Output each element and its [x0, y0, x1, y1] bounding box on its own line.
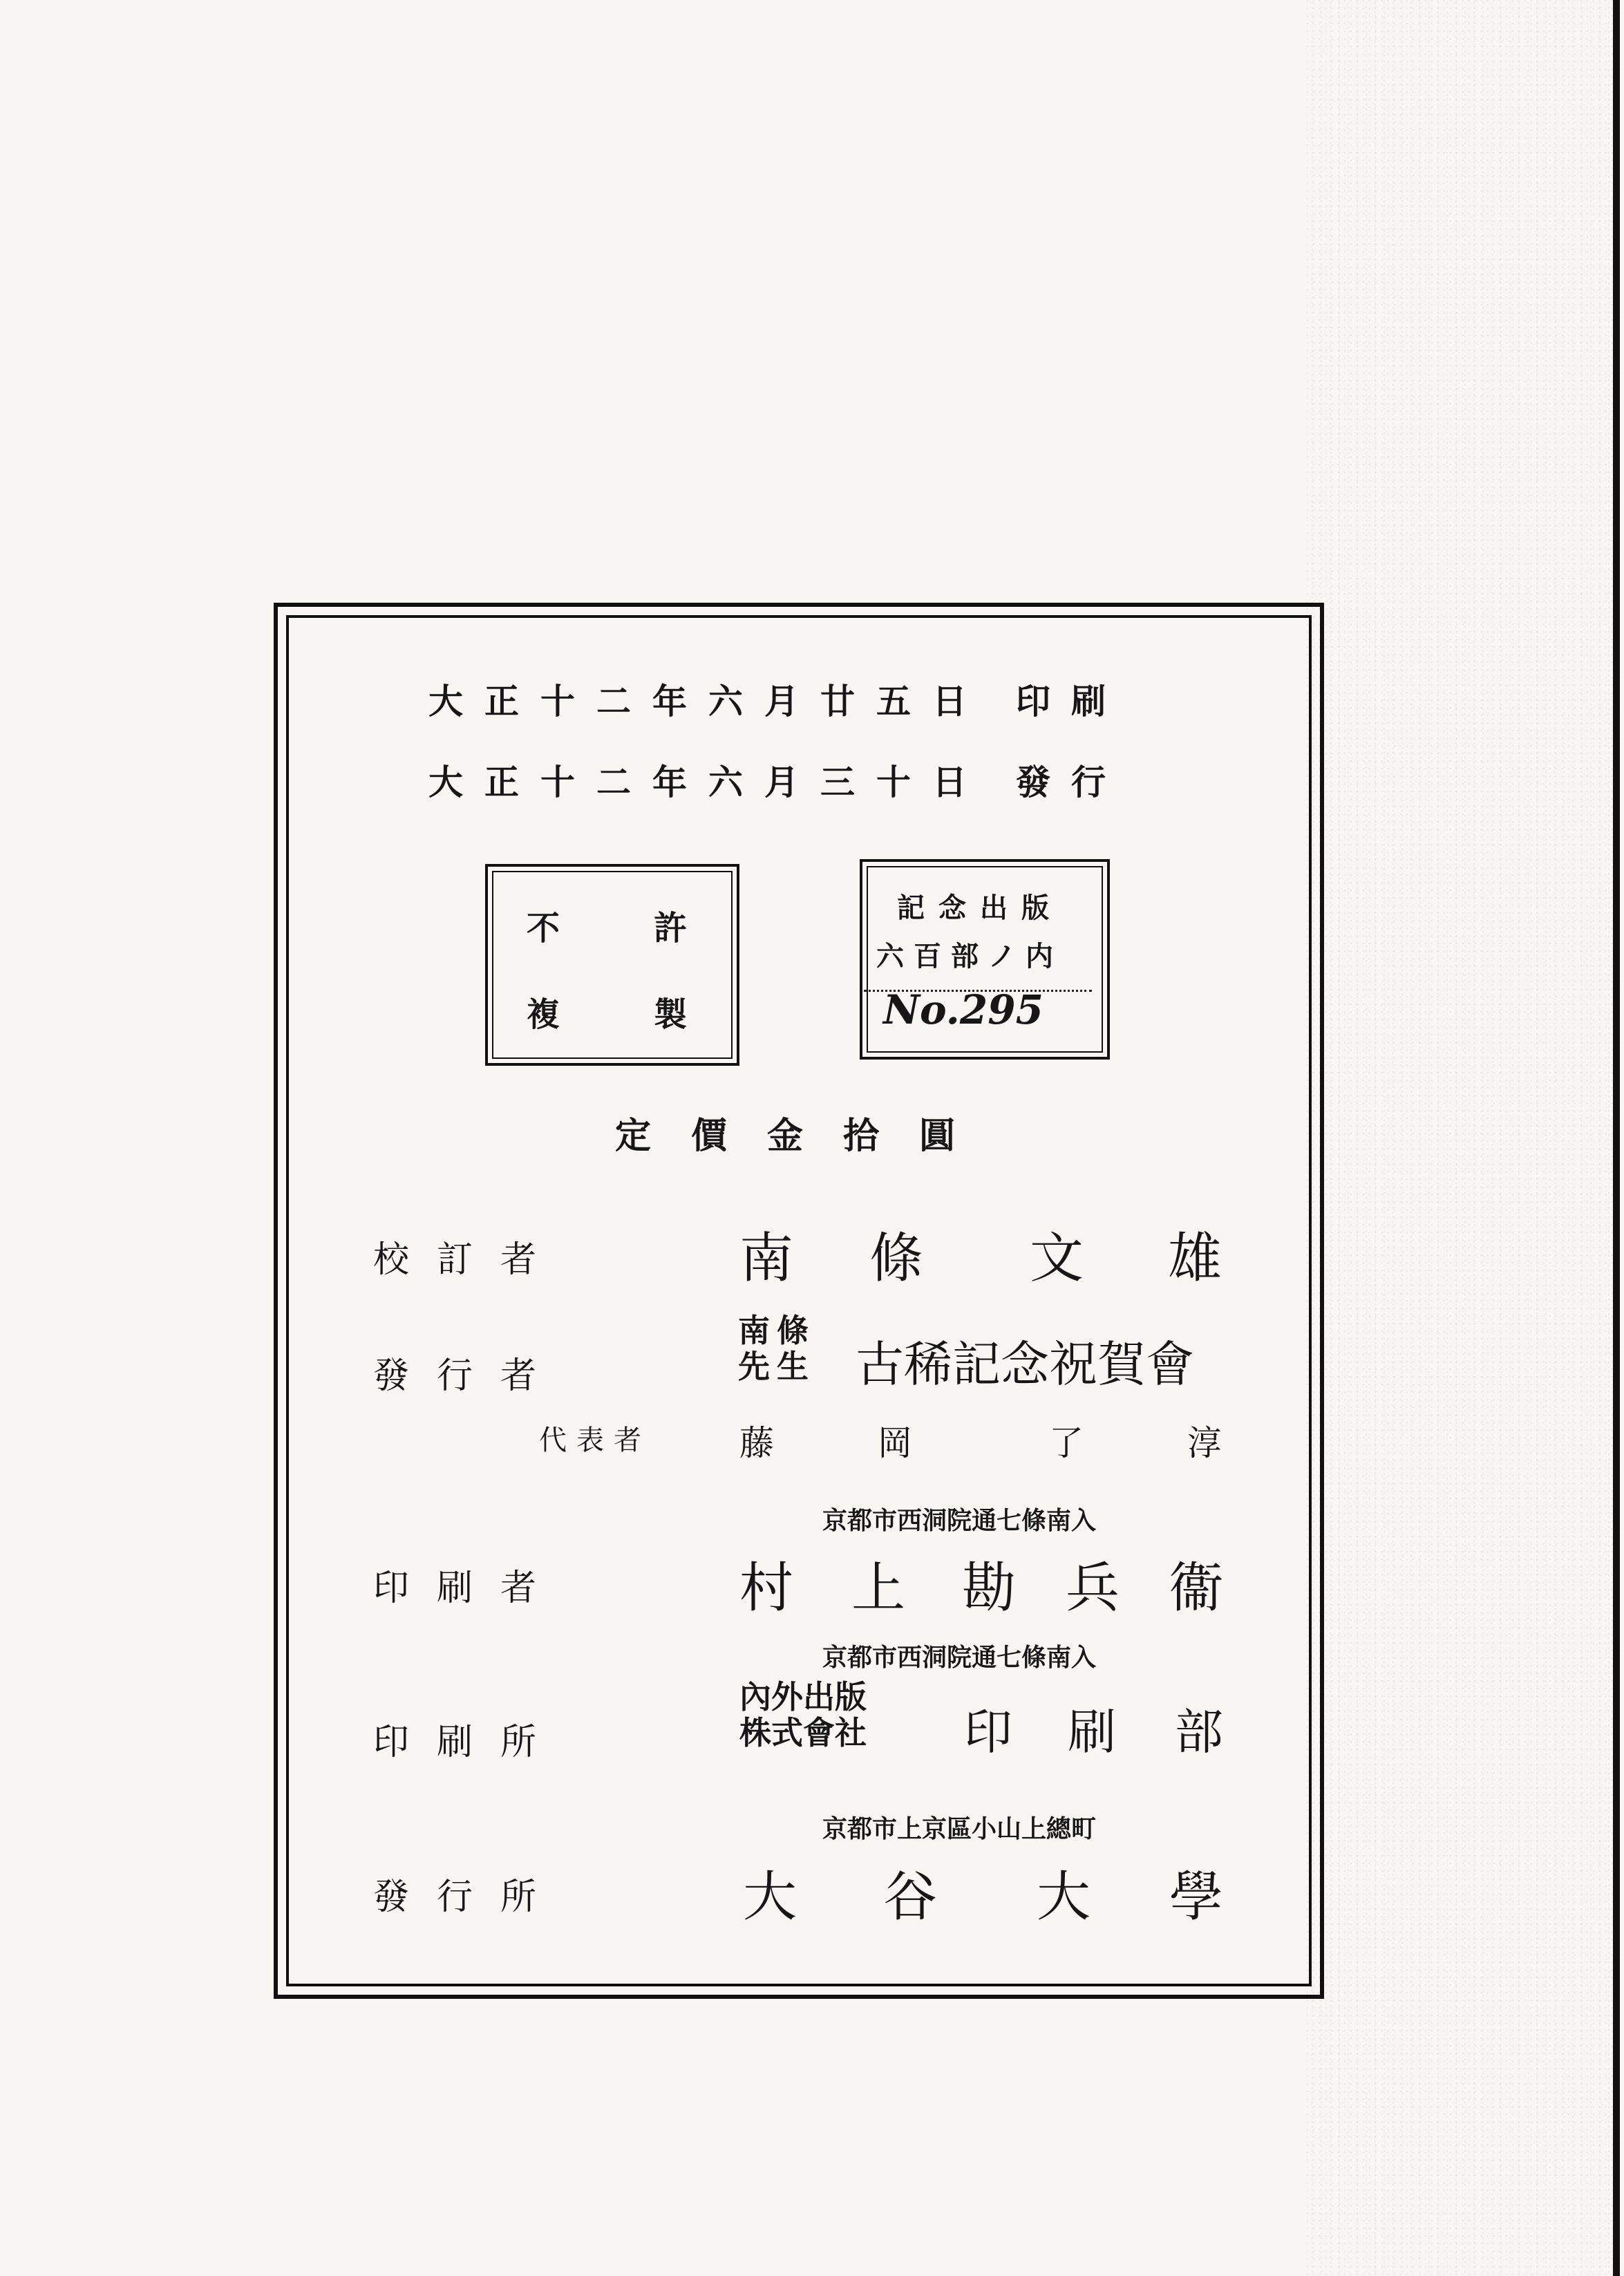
- reviser-name-2: 條: [869, 1228, 924, 1290]
- edition-number-box: [860, 859, 1110, 1060]
- print-shop-prefix-top: 內外出版: [739, 1678, 867, 1715]
- publisher-name: 古稀記念祝賀會: [856, 1336, 1194, 1393]
- reviser-name-1: 南: [739, 1228, 794, 1290]
- reviser-name-4: 雄: [1168, 1228, 1222, 1290]
- printer-address: 京都市西洞院通七條南入: [822, 1506, 1097, 1535]
- issuer-label: 發行所: [373, 1877, 565, 1918]
- printer-name-4: 兵: [1066, 1557, 1120, 1619]
- publisher-prefix-top: 南條: [738, 1312, 815, 1349]
- notice-char-3: 複: [527, 995, 560, 1034]
- print-shop-name-2: 刷: [1068, 1704, 1116, 1760]
- printer-name-5: 衞: [1169, 1557, 1224, 1619]
- print-shop-address: 京都市西洞院通七條南入: [822, 1643, 1097, 1672]
- print-date: 大正十二年六月廿五日: [428, 681, 988, 722]
- print-shop-label: 印刷所: [373, 1722, 565, 1763]
- notice-char-4: 製: [654, 995, 688, 1034]
- print-action: 印刷: [1016, 681, 1126, 722]
- notice-char-1: 不: [527, 909, 560, 948]
- print-date-line: [428, 674, 1624, 724]
- issue-action: 發行: [1016, 762, 1126, 802]
- edition-line-2: 六百部ノ内: [876, 940, 1063, 972]
- print-shop-name-1: 印: [964, 1704, 1012, 1760]
- edition-line-1: 記念出版: [897, 892, 1063, 924]
- colophon-inner-frame: [286, 615, 1312, 1986]
- publisher-prefix-bottom: 先生: [738, 1348, 815, 1385]
- issuer-name-1: 大: [743, 1866, 797, 1928]
- page-edge-rule: [1613, 0, 1620, 2276]
- printer-name-1: 村: [739, 1557, 794, 1619]
- edition-dotted-rule: [864, 990, 1092, 992]
- publisher-rep-2: 岡: [878, 1423, 912, 1463]
- issuer-name-2: 谷: [883, 1866, 938, 1928]
- reproduction-notice-box: [485, 864, 739, 1066]
- publisher-label: 發行者: [373, 1355, 565, 1397]
- reviser-label: 校訂者: [373, 1239, 565, 1281]
- issue-date: 大正十二年六月三十日: [428, 762, 988, 802]
- publisher-rep-label: 代表者: [539, 1424, 651, 1456]
- notice-char-2: 許: [654, 909, 688, 948]
- issue-date-line: [428, 755, 1624, 805]
- colophon-frame: [274, 603, 1324, 1999]
- publisher-rep-1: 藤: [739, 1423, 774, 1463]
- issuer-name-3: 大: [1037, 1866, 1091, 1928]
- print-shop-name-3: 部: [1175, 1704, 1223, 1760]
- reviser-name-3: 文: [1030, 1228, 1084, 1290]
- printer-label: 印刷者: [373, 1568, 565, 1609]
- price: 定價金拾圓: [615, 1115, 996, 1157]
- issuer-address: 京都市上京區小山上總町: [822, 1814, 1097, 1843]
- publisher-rep-3: 了: [1049, 1423, 1084, 1463]
- edition-number: No.295: [883, 986, 1044, 1033]
- printer-name-3: 勘: [962, 1557, 1017, 1619]
- print-shop-prefix-bottom: 株式會社: [739, 1714, 867, 1751]
- page-edge-noise: [1306, 0, 1624, 2276]
- publisher-rep-4: 淳: [1187, 1423, 1222, 1463]
- issuer-name-4: 學: [1169, 1866, 1224, 1928]
- printer-name-2: 上: [851, 1557, 906, 1619]
